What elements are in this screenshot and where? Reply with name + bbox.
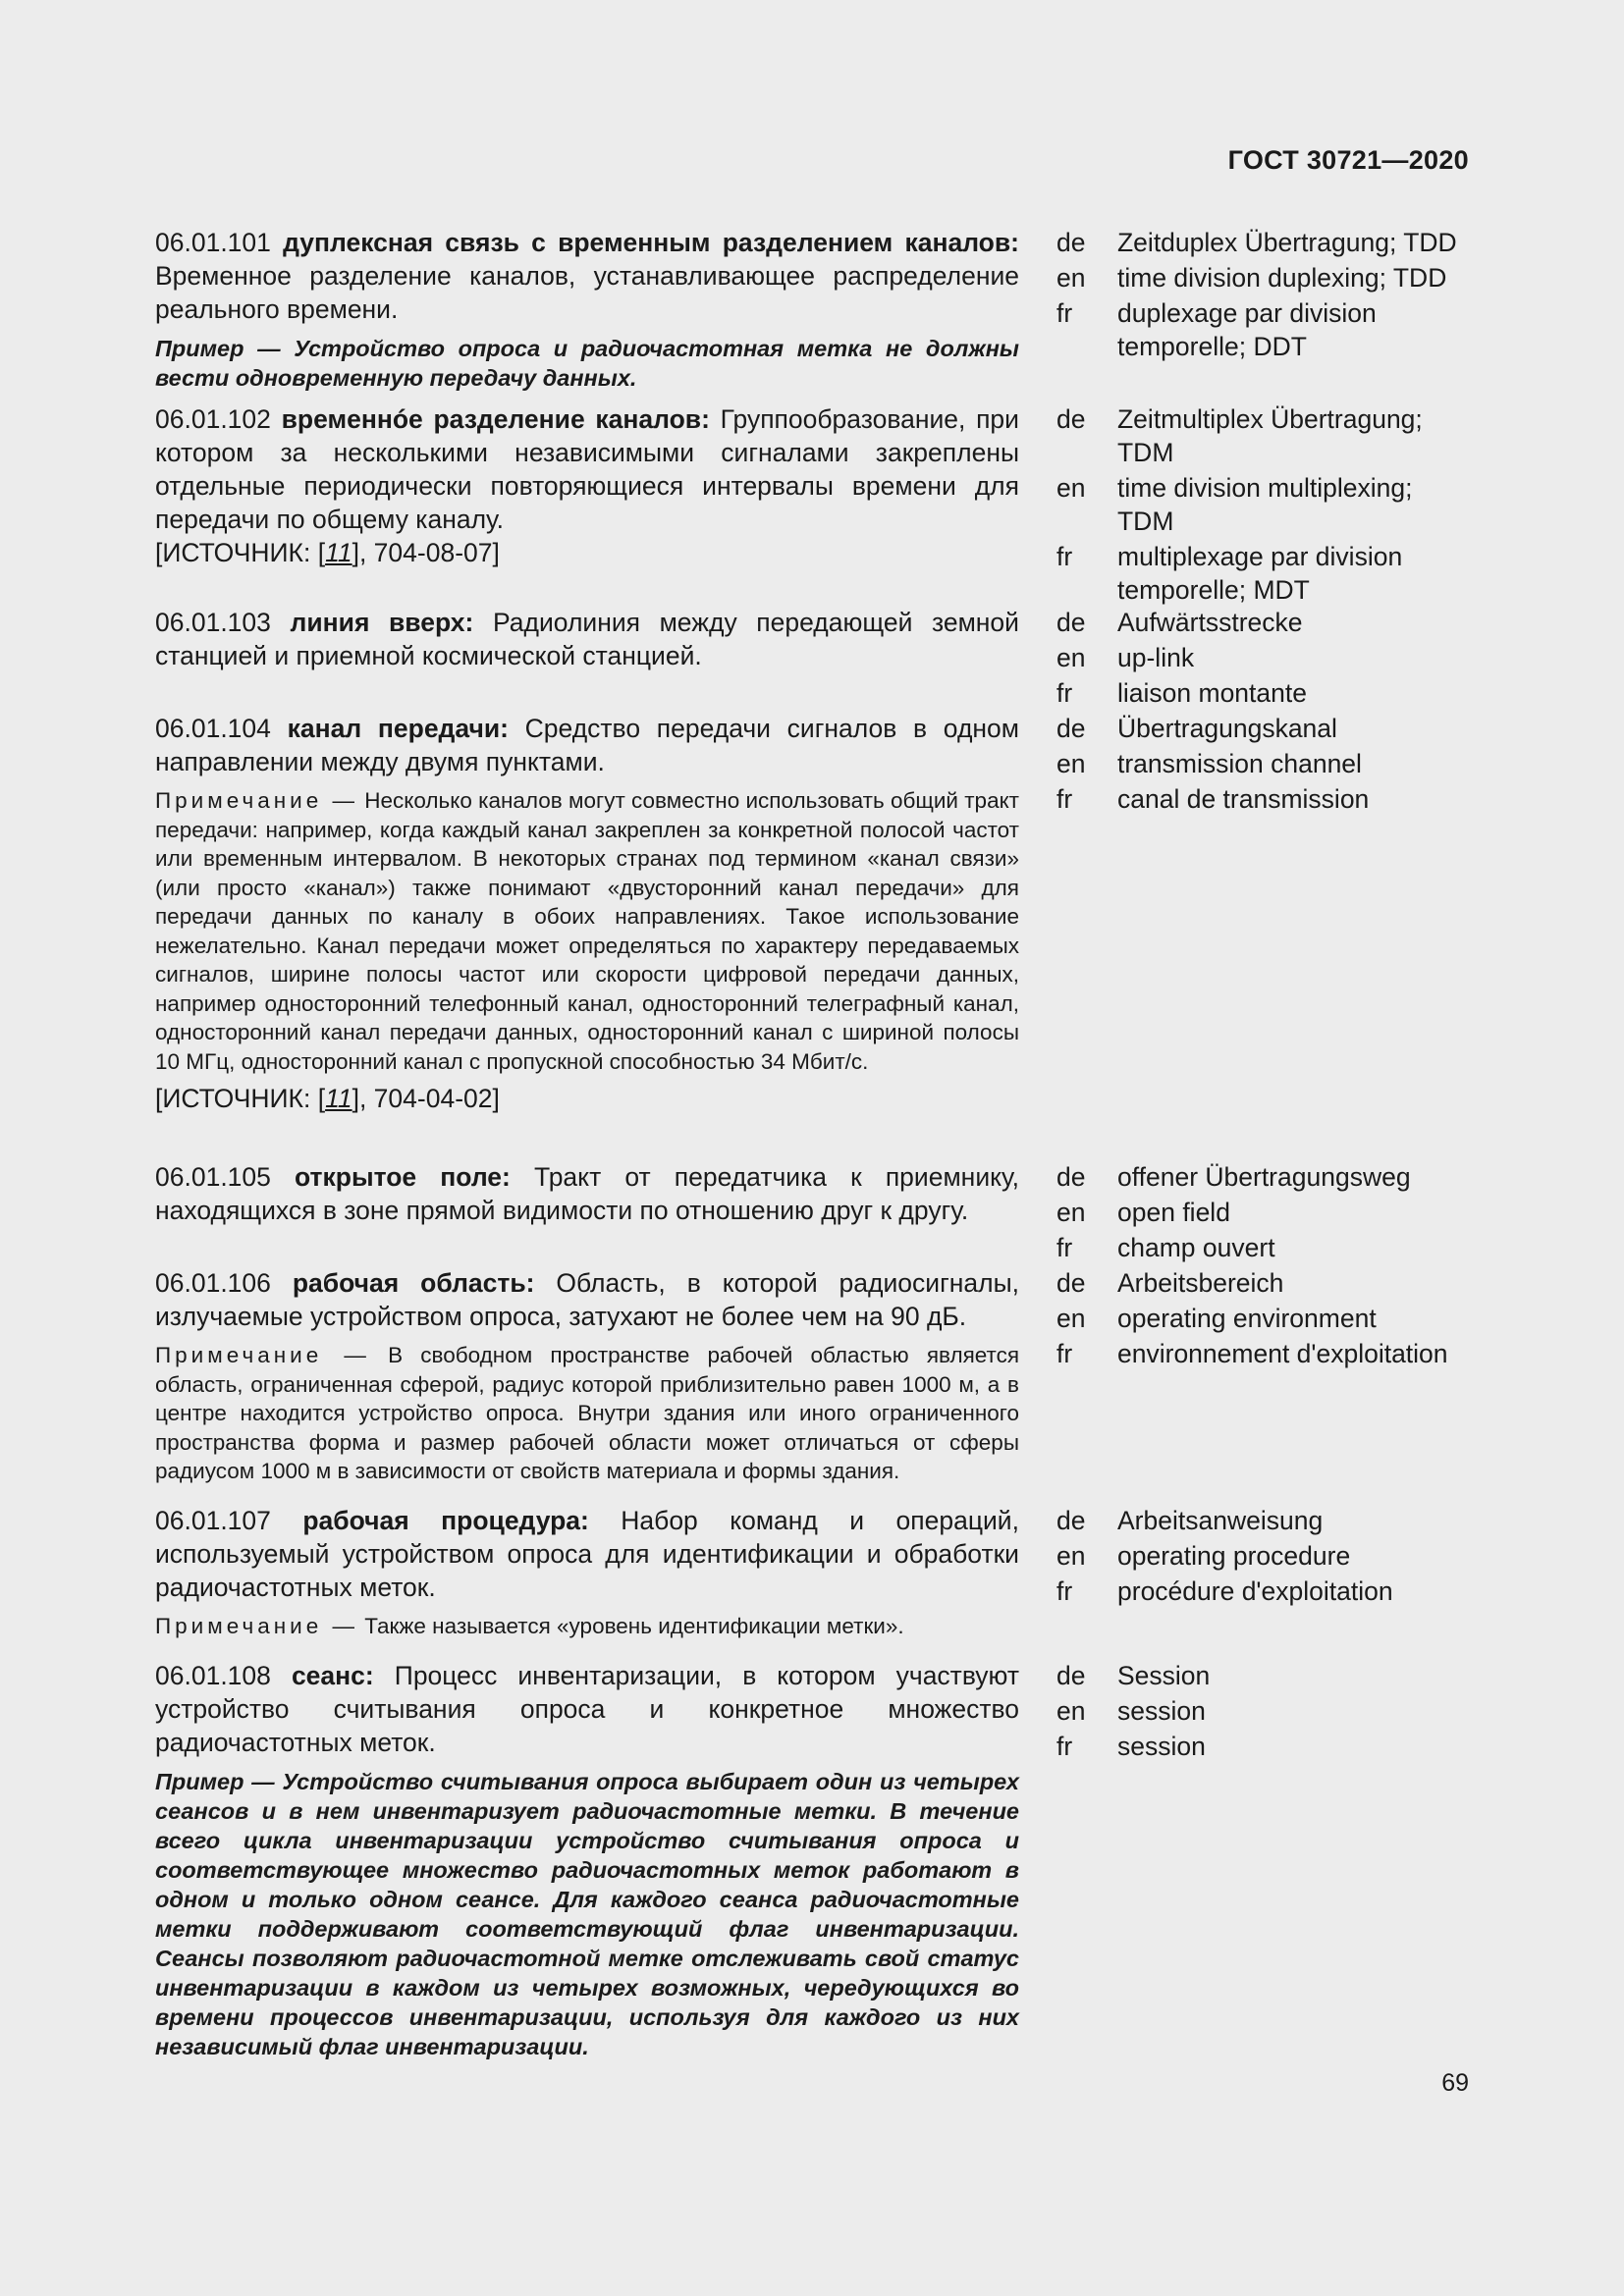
translations: de Zeitmultiplex Übertragung; TDM en time division multiplexing; TDM fr multiplexage par division temporelle; MDT bbox=[1056, 404, 1423, 605]
source-reference: [ИСТОЧНИК: [11], 704-08-07] bbox=[155, 538, 500, 567]
translations: de Übertragungskanal en transmission channel fr canal de transmission bbox=[1056, 714, 1370, 814]
term-entry bbox=[155, 1659, 1471, 2061]
source-reference: [ИСТОЧНИК: [11], 704-04-02] bbox=[155, 1084, 500, 1113]
note: Примечание — В свободном пространстве рабочей областью является область, ограниченная сферой, радиус которой приблизительно равен 1000 м, а в центре находится устройство опроса. Внутри здания или иного ограниченного пространства форма и размер рабочей области может отличаться от сферы радиусом 1000 м в зависимости от свойств материала и формы здания. bbox=[155, 1343, 1020, 1483]
translations: de Session en session fr session bbox=[1056, 1661, 1211, 1761]
note: Примечание — Также называется «уровень идентификации метки». bbox=[155, 1614, 904, 1638]
definition: 06.01.106 рабочая область: Область, в которой радиосигналы, излучаемые устройством опроса, затухают не более чем на 90 дБ. bbox=[155, 1268, 1019, 1331]
definition: 06.01.107 рабочая процедура: Набор команд и операций, используемый устройством опроса для идентификации и обработки радиочастотных меток. bbox=[155, 1506, 1019, 1602]
translations: de Aufwärtsstrecke en up-link fr liaison montante bbox=[1056, 608, 1307, 708]
definition: 06.01.108 сеанс: Процесс инвентаризации, в котором участвуют устройство считывания опроса и конкретное множество радиочастотных меток. bbox=[155, 1661, 1019, 1757]
term-entry bbox=[155, 712, 1471, 1115]
term-entry bbox=[155, 402, 1471, 609]
definition: 06.01.104 канал передачи: Средство передачи сигналов в одном направлении между двумя пунктами. bbox=[155, 714, 1019, 776]
term-entry bbox=[155, 1504, 1471, 1641]
translations: de offener Übertragungsweg en open field fr champ ouvert bbox=[1056, 1162, 1411, 1262]
term-entry bbox=[155, 606, 1471, 712]
translations: de Zeitduplex Übertragung; TDD en time division duplexing; TDD fr duplexage par division temporelle; DDT bbox=[1056, 228, 1457, 361]
term-entry bbox=[155, 1160, 1471, 1266]
translations: de Arbeitsbereich en operating environment fr environnement d'exploitation bbox=[1056, 1268, 1448, 1368]
example: Пример — Устройство опроса и радиочастотная метка не должны вести одновременную передачу данных. bbox=[155, 336, 1019, 391]
document-header: ГОСТ 30721—2020 bbox=[1227, 145, 1469, 175]
definition: 06.01.105 открытое поле: Тракт от передатчика к приемнику, находящихся в зоне прямой видимости по отношению друг к другу. bbox=[155, 1162, 1019, 1225]
term-entry bbox=[155, 226, 1471, 393]
definition: 06.01.101 дуплексная связь с временным разделением каналов: Временное разделение каналов, устанавливающее распределение реального времени. bbox=[155, 228, 1019, 324]
translations: de Arbeitsanweisung en operating procedure fr procédure d'exploitation bbox=[1056, 1506, 1393, 1606]
note: Примечание — Несколько каналов могут совместно использовать общий тракт передачи: например, когда каждый канал закреплен за конкретной полосой частот или временным интервалом. В некоторых странах под термином «канал связи» (или просто «канал») также понимают «двусторонний канал передачи» для передачи данных по каналу в обоих направлениях. Такое использование нежелательно. Канал передачи может определяться по характеру передаваемых сигналов, ширине полосы частот или скорости цифровой передачи данных, например односторонний телефонный канал, односторонний телеграфный канал, односторонний канал передачи данных, односторонний канал с шириной полосы 10 МГц, односторонний канал с пропускной способностью 34 Мбит/с. bbox=[155, 788, 1019, 1074]
page-number: 69 bbox=[1441, 2069, 1469, 2097]
definition: 06.01.103 линия вверх: Радиолиния между передающей земной станцией и приемной космической станцией. bbox=[155, 608, 1019, 670]
definition: 06.01.102 временнóе разделение каналов: Группообразование, при котором за несколькими независимыми сигналами закреплены отдельные периодически повторяющиеся интервалы времени для передачи по общему каналу. bbox=[155, 404, 1019, 534]
example: Пример — Устройство считывания опроса выбирает один из четырех сеансов и в нем инвентаризует радиочастотные метки. В течение всего цикла инвентаризации устройство считывания опроса и соответствующее множество радиочастотных меток работают в одном и только одном сеансе. Для каждого сеанса радиочастотные метки поддерживают соответствующий флаг инвентаризации. Сеансы позволяют радиочастотной метке отслеживать свой статус инвентаризации в каждом из четырех возможных, чередующихся во времени процессов инвентаризации, используя для каждого из них независимый флаг инвентаризации. bbox=[155, 1769, 1019, 2059]
term-entry bbox=[155, 1266, 1471, 1486]
